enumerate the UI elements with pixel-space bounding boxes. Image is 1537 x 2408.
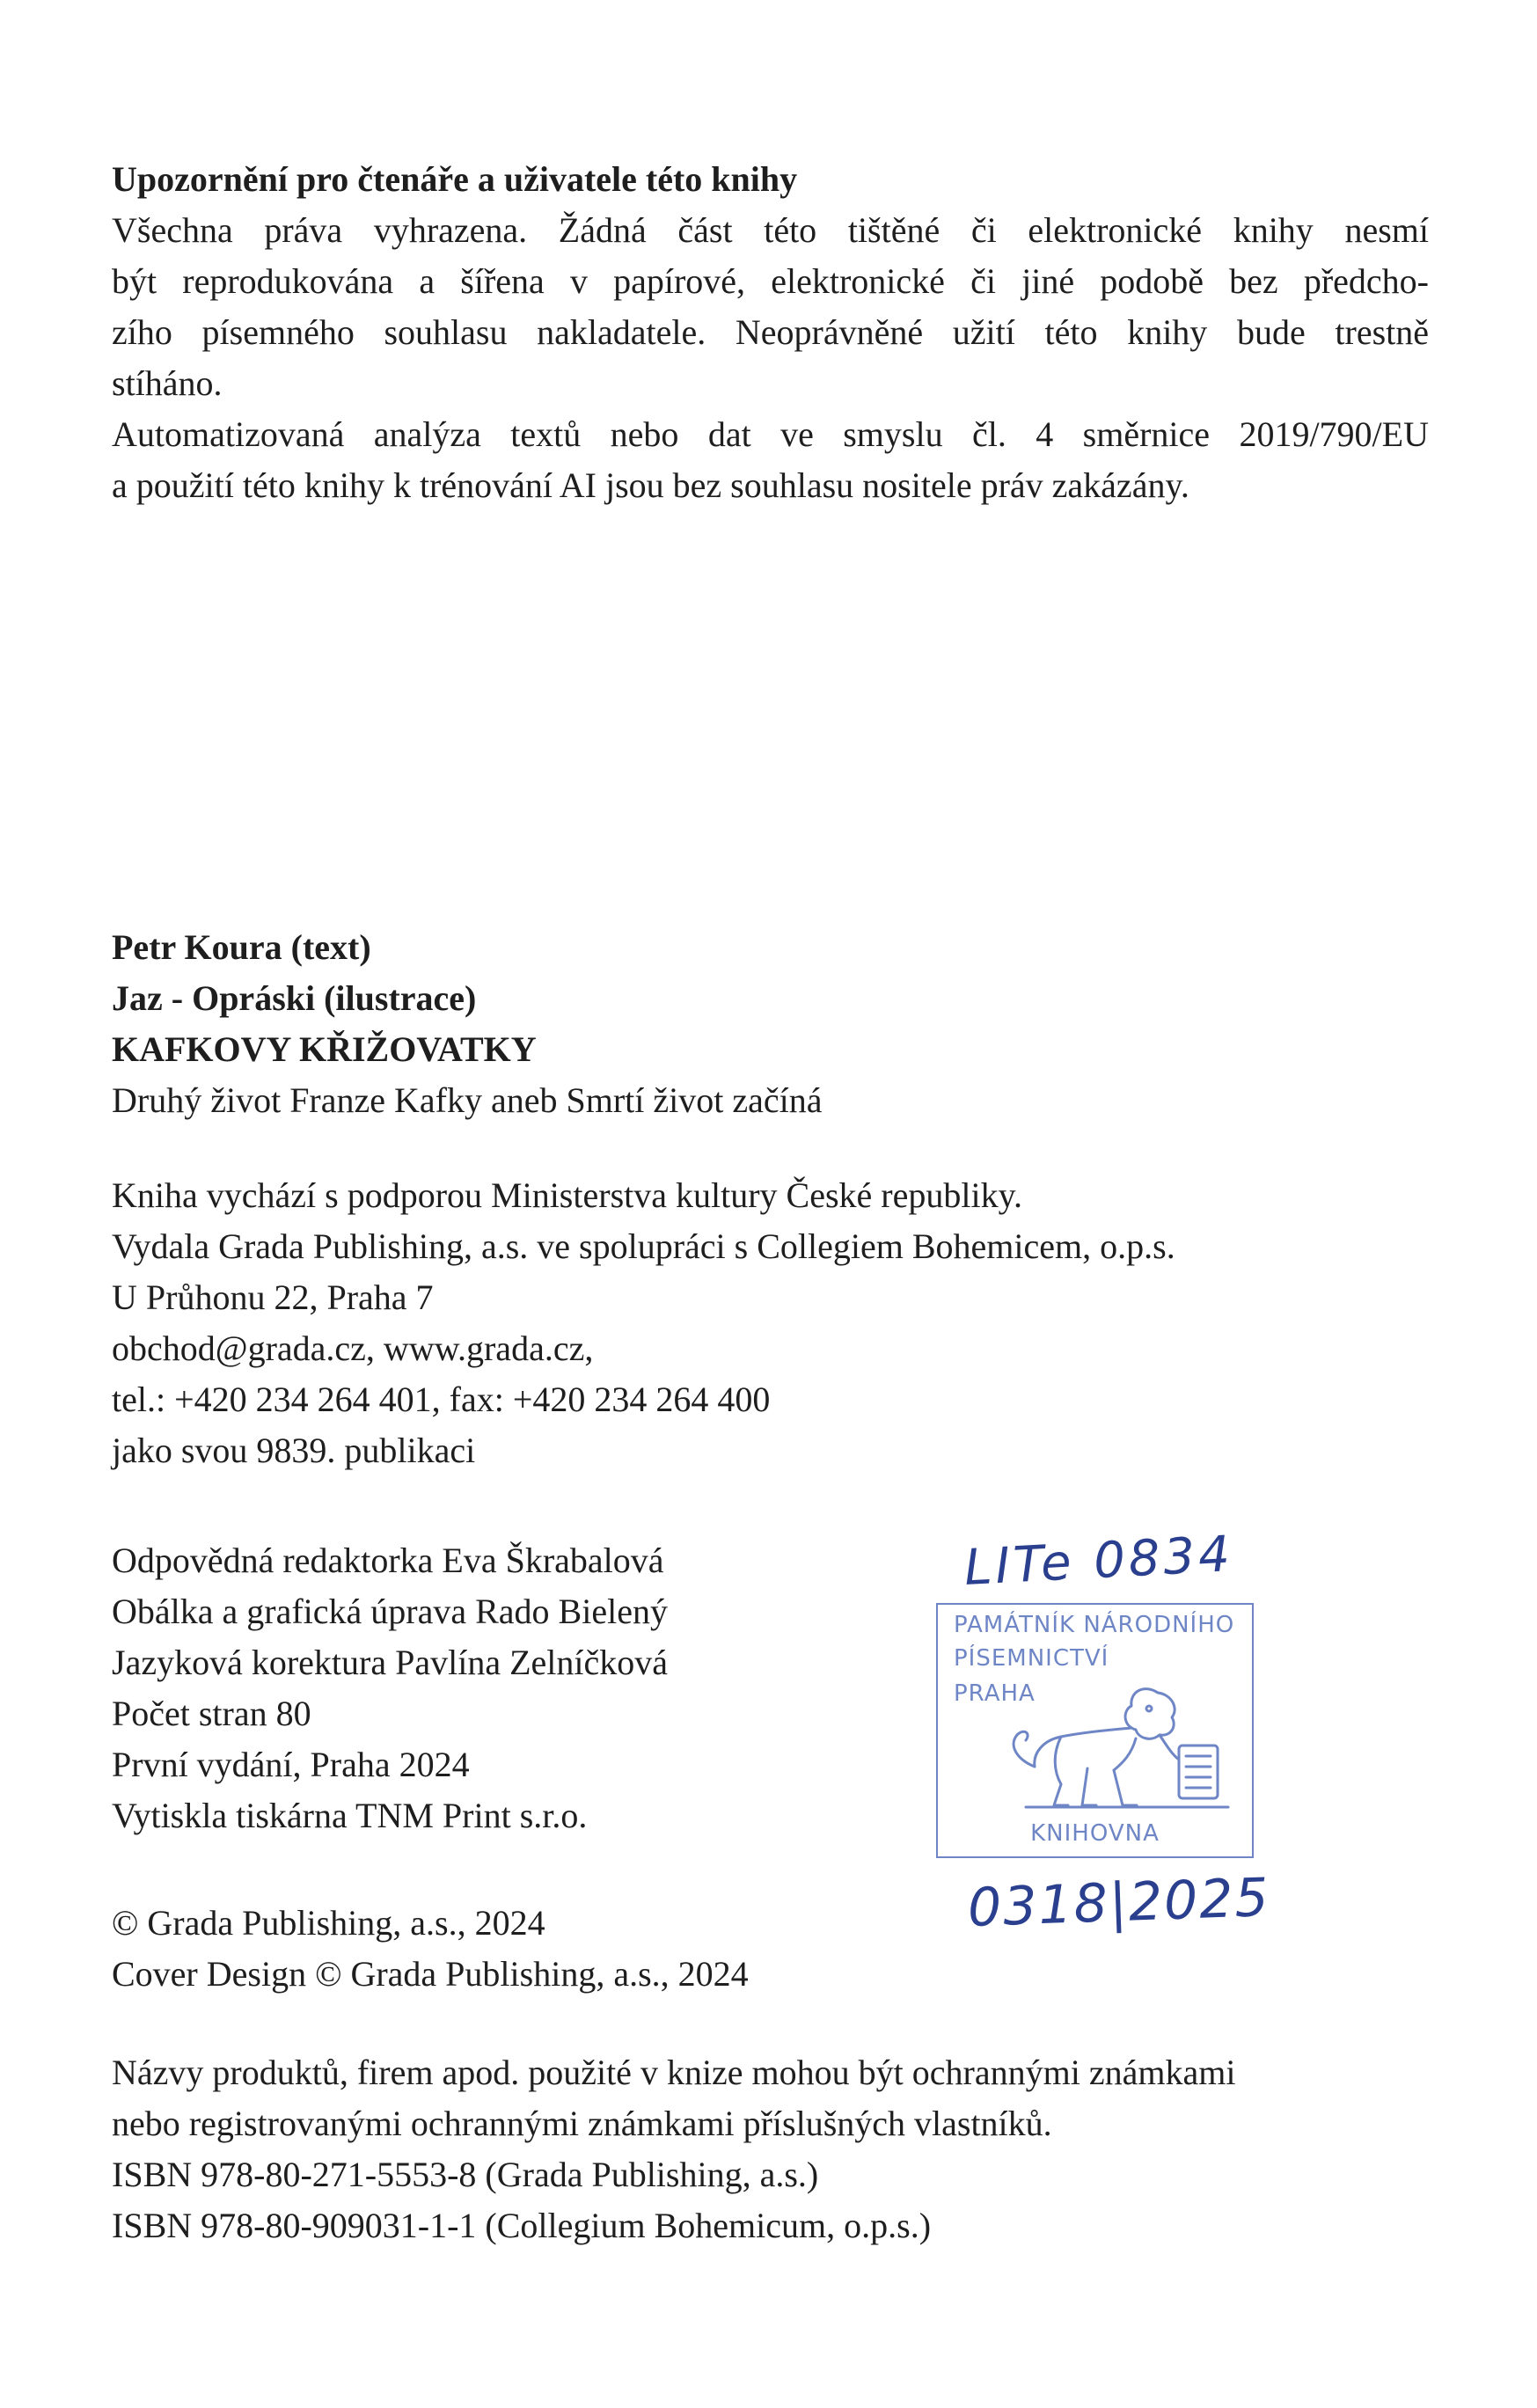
trademark-line: nebo registrovanými ochrannými známkami příslušných vlastníků. bbox=[112, 2104, 1052, 2143]
rights-notice bbox=[112, 154, 1429, 511]
stamp-line: KNIHOVNA bbox=[1030, 1820, 1160, 1847]
publisher-line: jako svou 9839. publikaci bbox=[112, 1431, 476, 1470]
staff-line: Obálka a grafická úprava Rado Bielený bbox=[112, 1592, 668, 1631]
staff-line: První vydání, Praha 2024 bbox=[112, 1745, 470, 1784]
trademark-line: Názvy produktů, firem apod. použité v knize mohou být ochrannými známkami bbox=[112, 2053, 1236, 2092]
staff-line: Vytiskla tiskárna TNM Print s.r.o. bbox=[112, 1796, 588, 1835]
stamp-line: PRAHA bbox=[954, 1680, 1036, 1707]
publisher-line: obchod@grada.cz, www.grada.cz, bbox=[112, 1328, 594, 1368]
notice-line: Automatizovaná analýza textů nebo dat ve smyslu čl. 4 směrnice 2019/790/EU bbox=[112, 414, 1429, 454]
author-credit: Petr Koura (text) bbox=[112, 927, 371, 967]
publisher-line: Kniha vychází s podporou Ministerstva kultury České republiky. bbox=[112, 1175, 1022, 1215]
copyright-line: © Grada Publishing, a.s., 2024 bbox=[112, 1903, 545, 1943]
stamp-line: PÍSEMNICTVÍ bbox=[954, 1645, 1109, 1672]
publisher-info bbox=[112, 1170, 1175, 1476]
illustrator-credit: Jaz - Opráski (ilustrace) bbox=[112, 978, 477, 1018]
copyright-line: Cover Design © Grada Publishing, a.s., 2024 bbox=[112, 1954, 749, 1994]
stamp-line: PAMÁTNÍK NÁRODNÍHO bbox=[954, 1612, 1235, 1638]
library-stamp bbox=[936, 1603, 1254, 1858]
lion-emblem-icon bbox=[991, 1675, 1237, 1816]
staff-line: Odpovědná redaktorka Eva Škrabalová bbox=[112, 1541, 664, 1580]
publisher-line: U Průhonu 22, Praha 7 bbox=[112, 1277, 434, 1317]
isbn-line: ISBN 978-80-909031-1-1 (Collegium Bohemicum, o.p.s.) bbox=[112, 2206, 932, 2245]
notice-line: a použití této knihy k trénování AI jsou bez souhlasu nositele práv zakázány. bbox=[112, 465, 1189, 505]
notice-line: stíháno. bbox=[112, 363, 223, 403]
trademark-isbn-block bbox=[112, 2047, 1235, 2251]
book-credits bbox=[112, 922, 823, 1126]
notice-heading: Upozornění pro čtenáře a uživatele této knihy bbox=[112, 159, 798, 199]
notice-line: zího písemného souhlasu nakladatele. Neoprávněné užití této knihy bude trestně bbox=[112, 312, 1429, 352]
edition-staff bbox=[112, 1535, 668, 1841]
notice-line: být reprodukována a šířena v papírové, elektronické či jiné podobě bez předcho- bbox=[112, 261, 1429, 301]
book-title: KAFKOVY KŘIŽOVATKY bbox=[112, 1029, 537, 1069]
staff-line: Jazyková korektura Pavlína Zelníčková bbox=[112, 1643, 668, 1682]
book-subtitle: Druhý život Franze Kafky aneb Smrtí život začíná bbox=[112, 1080, 823, 1120]
handwritten-signature-top: LITe 0834 bbox=[962, 1526, 1235, 1597]
handwritten-signature-bottom: 0318|2025 bbox=[966, 1867, 1271, 1939]
publisher-line: tel.: +420 234 264 401, fax: +420 234 264 400 bbox=[112, 1380, 771, 1419]
notice-line: Všechna práva vyhrazena. Žádná část této tištěné či elektronické knihy nesmí bbox=[112, 210, 1429, 250]
publisher-line: Vydala Grada Publishing, a.s. ve spolupráci s Collegiem Bohemicem, o.p.s. bbox=[112, 1226, 1175, 1266]
staff-line: Počet stran 80 bbox=[112, 1694, 311, 1733]
isbn-line: ISBN 978-80-271-5553-8 (Grada Publishing, a.s.) bbox=[112, 2155, 819, 2194]
copyright-block bbox=[112, 1898, 749, 2000]
